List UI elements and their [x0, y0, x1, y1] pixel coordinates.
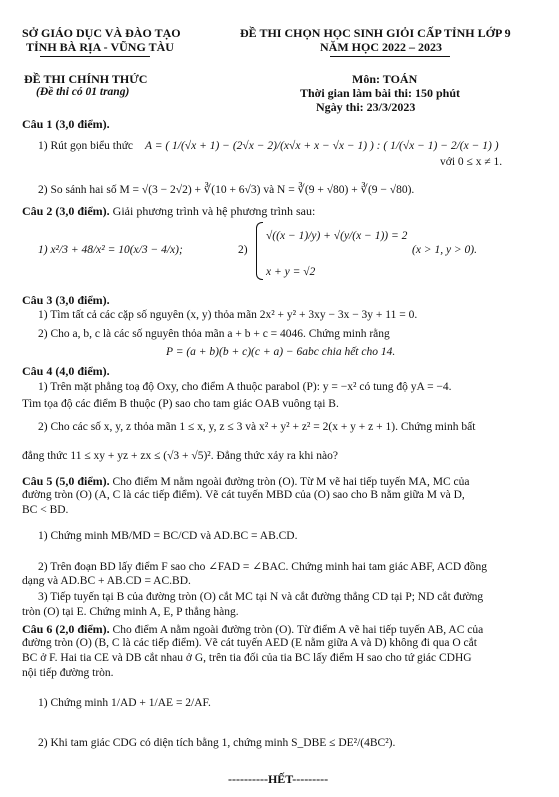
q5-intro-line1 — [22, 474, 469, 489]
exam-date: Ngày thi: 23/3/2023 — [316, 100, 416, 114]
q5-title: Câu 5 (5,0 điểm). — [22, 474, 110, 488]
q1-title: Câu 1 (3,0 điểm). — [22, 117, 110, 131]
q4-title: Câu 4 (4,0 điểm). — [22, 364, 110, 378]
q6-intro-line3: BC ở F. Hai tia CE và DB cắt nhau ở G, trên tia đối của tia BC lấy điểm H sao cho tứ giác CDHG — [22, 652, 472, 664]
q5-part2-line2: dạng và AD.BC + AB.CD = AC.BD. — [22, 575, 191, 587]
q6-intro-line4: nội tiếp đường tròn. — [22, 667, 114, 679]
q2-system-eq2: x + y = √2 — [266, 266, 316, 278]
q5-intro-rest: Cho điểm M nằm ngoài đường tròn (O). Từ M vẽ hai tiếp tuyến MA, MC của — [112, 476, 470, 488]
header-right-underline — [330, 56, 450, 57]
q6-part1: 1) Chứng minh 1/AD + 1/AE = 2/AF. — [38, 697, 211, 709]
q2-system-condition: (x > 1, y > 0). — [412, 244, 478, 256]
q3-part1: 1) Tìm tất cả các cặp số nguyên (x, y) thỏa mãn 2x² + y² + 3xy − 3x − 3y + 11 = 0. — [38, 309, 418, 321]
q2-system-brace — [256, 222, 263, 280]
q5-intro-line2: đường tròn (O) (A, C là các tiếp điểm). Vẽ cát tuyến MBD của (O) sao cho B nằm giữa M và D, — [22, 489, 465, 501]
school-year: NĂM HỌC 2022 – 2023 — [320, 40, 442, 54]
q5-part1: 1) Chứng minh MB/MD = BC/CD và AD.BC = AB.CD. — [38, 530, 298, 542]
q1-part1-condition: với 0 ≤ x ≠ 1. — [440, 156, 503, 168]
q3-part2-expression: P = (a + b)(b + c)(c + a) − 6abc chia hết cho 14. — [166, 346, 396, 358]
q2-system-eq1: √((x − 1)/y) + √(y/(x − 1)) = 2 — [266, 230, 408, 242]
q6-title: Câu 6 (2,0 điểm). — [22, 622, 110, 636]
q6-intro-line2: đường tròn (O) (B, C là các tiếp điểm). Vẽ cát tuyến AED (E nằm giữa A và D) không đi qua O cắt — [22, 637, 477, 649]
q1-part2: 2) So sánh hai số M = √(3 − 2√2) + ∛(10 + 6√3) và N = ∛(9 + √80) + ∛(9 − √80). — [38, 184, 415, 196]
exam-title: ĐỀ THI CHỌN HỌC SINH GIỎI CẤP TỈNH LỚP 9 — [240, 26, 511, 40]
q5-part2-line1: 2) Trên đoạn BD lấy điểm F sao cho ∠FAD = ∠BAC. Chứng minh hai tam giác ABF, ACD đồng — [38, 561, 488, 573]
exam-duration: Thời gian làm bài thi: 150 phút — [300, 86, 461, 100]
q4-part2-line2: đẳng thức 11 ≤ xy + yz + zx ≤ (√3 + √5)². Đẳng thức xảy ra khi nào? — [22, 450, 338, 462]
q2-title-rest: Giải phương trình và hệ phương trình sau: — [112, 204, 316, 218]
q6-intro-rest: Cho điểm A nằm ngoài đường tròn (O). Từ điểm A vẽ hai tiếp tuyến AB, AC của — [112, 624, 484, 636]
q2-heading — [22, 204, 315, 219]
q2-part1: 1) x²/3 + 48/x² = 10(x/3 − 4/x); — [38, 244, 183, 256]
q5-intro-line3: BC < BD. — [22, 504, 69, 516]
q2-title: Câu 2 (3,0 điểm). — [22, 204, 110, 218]
q2-part2-label: 2) — [238, 244, 248, 256]
q5-part3-line1: 3) Tiếp tuyến tại B của đường tròn (O) cắt MC tại N và cắt đường thẳng CD tại P; ND cắt đường — [38, 591, 484, 603]
q4-part1-line2: Tìm tọa độ các điểm B thuộc (P) sao cho tam giác OAB vuông tại B. — [22, 398, 339, 410]
end-marker: ----------HẾT--------- — [228, 772, 329, 786]
q6-part2: 2) Khi tam giác CDG có diện tích bằng 1, chứng minh S_DBE ≤ DE²/(4BC²). — [38, 737, 396, 749]
subject: Môn: TOÁN — [352, 72, 418, 86]
q1-part1-expression: A = ( 1/(√x + 1) − (2√x − 2)/(x√x + x − √x − 1) ) : ( 1/(√x − 1) − 2/(x − 1) ) — [145, 140, 499, 152]
q4-part2-line1: 2) Cho các số x, y, z thỏa mãn 1 ≤ x, y, z ≤ 3 và x² + y² + z² = 2(x + y + z + 1). Chứng minh bất — [38, 421, 476, 433]
q3-part2: 2) Cho a, b, c là các số nguyên thỏa mãn a + b + c = 4046. Chứng minh rằng — [38, 328, 390, 340]
pages-note: (Đề thi có 01 trang) — [36, 86, 130, 98]
q1-part1-intro: 1) Rút gọn biểu thức — [38, 140, 134, 152]
q5-part3-line2: tròn (O) tại E. Chứng minh A, E, P thẳng hàng. — [22, 606, 239, 618]
q3-title: Câu 3 (3,0 điểm). — [22, 293, 110, 307]
q6-intro-line1 — [22, 622, 483, 637]
header-province: TỈNH BÀ RỊA - VŨNG TÀU — [26, 40, 174, 54]
q4-part1-line1: 1) Trên mặt phẳng toạ độ Oxy, cho điểm A thuộc parabol (P): y = −x² có tung độ yA = −4. — [38, 381, 452, 393]
header-department: SỞ GIÁO DỤC VÀ ĐÀO TẠO — [22, 26, 181, 40]
header-left-underline — [40, 56, 150, 57]
official-label: ĐỀ THI CHÍNH THỨC — [24, 72, 148, 86]
